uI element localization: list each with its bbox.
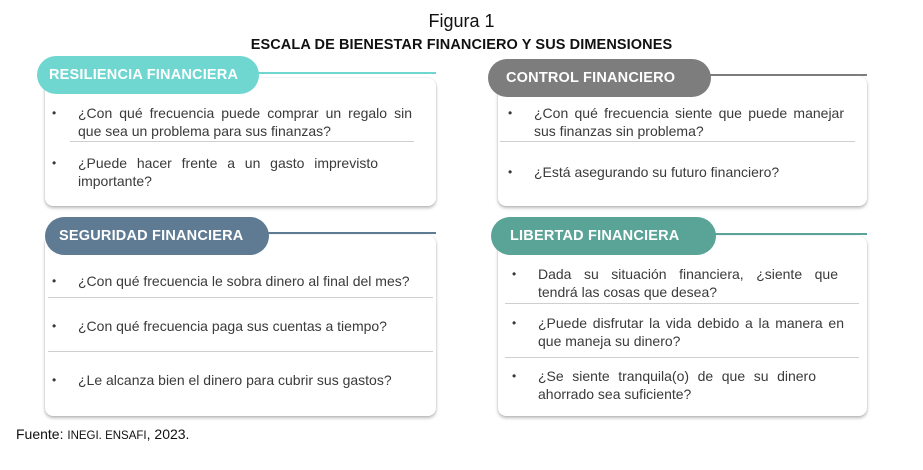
question-text: ¿Le alcanza bien el dinero para cubrir sus gastos?	[78, 372, 392, 388]
header-rule	[705, 233, 867, 235]
question-text: ¿Con qué frecuencia siente que puede manejar sus finanzas sin problema?	[534, 105, 844, 139]
item-divider	[505, 303, 859, 304]
question-text: ¿Puede disfrutar la vida debido a la manera en que maneja su dinero?	[538, 315, 844, 349]
bullet-icon: •	[508, 106, 513, 120]
source-org: INEGI. ENSAFI	[67, 430, 147, 442]
bullet-icon: •	[512, 369, 517, 383]
bullet-icon: •	[52, 319, 57, 333]
dimension-header: LIBERTAD FINANCIERA	[491, 217, 716, 255]
question-text: ¿Puede hacer frente a un gasto imprevisto importante?	[78, 155, 378, 189]
source-year: , 2023.	[146, 426, 190, 442]
item-divider	[48, 297, 433, 298]
figure-label: Figura 1	[428, 11, 495, 31]
question-text: ¿Está asegurando su futuro financiero?	[534, 164, 780, 180]
item-divider	[500, 141, 855, 142]
bullet-icon: •	[52, 373, 57, 387]
dimension-header: CONTROL FINANCIERO	[488, 59, 711, 97]
figure-title: ESCALA DE BIENESTAR FINANCIERO Y SUS DIMENSIONES	[250, 37, 673, 53]
dimension-header: SEGURIDAD FINANCIERA	[45, 217, 269, 255]
item-divider	[70, 141, 414, 142]
question-text: ¿Se siente tranquila(o) de que su dinero ahorrado sea suficiente?	[538, 368, 816, 402]
bullet-icon: •	[508, 165, 513, 179]
bullet-icon: •	[512, 267, 517, 281]
question-text: ¿Con qué frecuencia le sobra dinero al final del mes?	[78, 273, 410, 289]
item-divider	[48, 351, 433, 352]
source-note	[16, 426, 189, 442]
question-text: Dada su situación financiera, ¿siente que tendrá las cosas que desea?	[538, 266, 838, 300]
bullet-icon: •	[52, 156, 57, 170]
question-text: ¿Con qué frecuencia paga sus cuentas a tiempo?	[78, 318, 387, 334]
source-prefix: Fuente:	[16, 426, 68, 442]
item-divider	[505, 357, 859, 358]
header-rule	[260, 232, 436, 234]
header-rule	[700, 74, 867, 76]
bullet-icon: •	[512, 316, 517, 330]
bullet-icon: •	[52, 106, 57, 120]
bullet-icon: •	[52, 274, 57, 288]
question-text: ¿Con qué frecuencia puede comprar un regalo sin que sea un problema para sus finanzas?	[78, 105, 412, 139]
header-rule	[240, 72, 436, 74]
dimension-header: RESILIENCIA FINANCIERA	[37, 56, 259, 94]
